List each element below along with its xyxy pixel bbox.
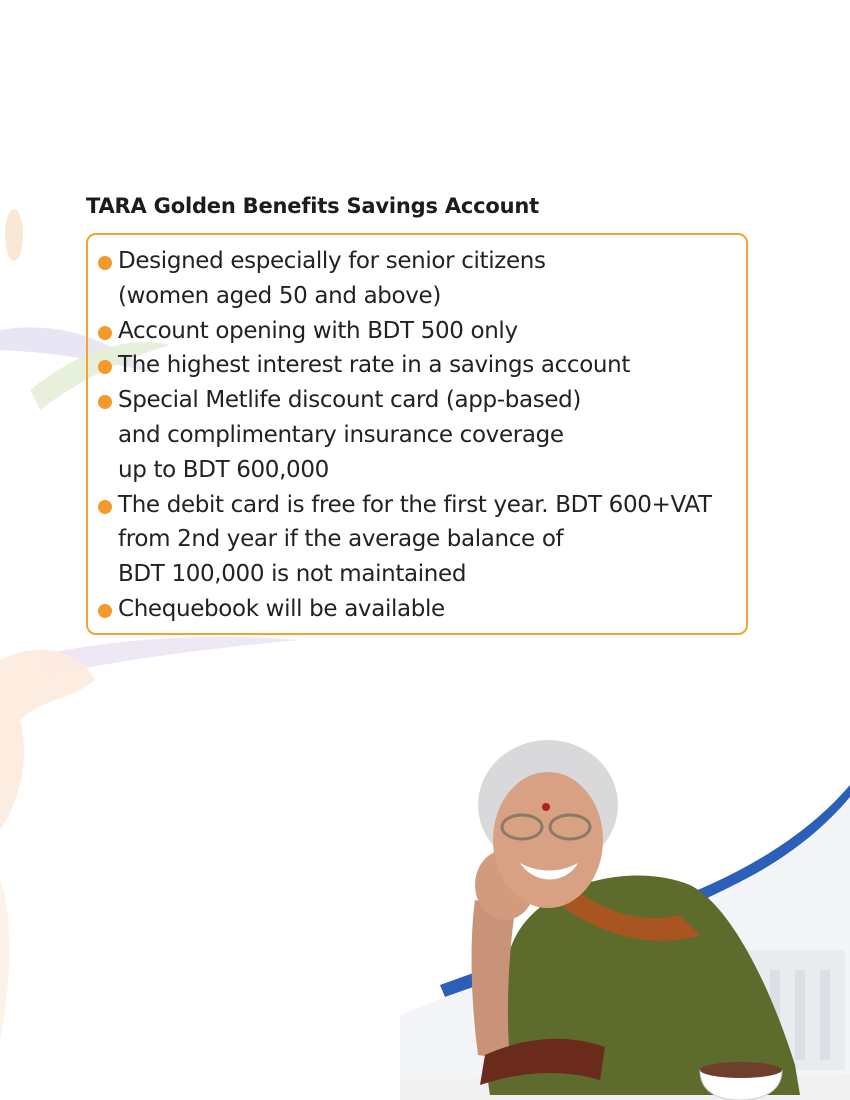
- benefit-item: [88, 244, 746, 314]
- benefits-list: [88, 244, 746, 627]
- benefit-item: [88, 488, 746, 592]
- bullet-dot-icon: [98, 604, 112, 618]
- benefit-item: [88, 383, 746, 487]
- senior-woman-photo: [400, 735, 850, 1100]
- benefit-item: [88, 348, 746, 383]
- bullet-dot-icon: [98, 326, 112, 340]
- benefit-text: Account opening with BDT 500 only: [118, 317, 518, 344]
- benefit-text: up to BDT 600,000: [118, 456, 329, 483]
- benefit-text: (women aged 50 and above): [118, 282, 441, 309]
- benefit-text: The highest interest rate in a savings account: [118, 352, 631, 379]
- benefit-text: from 2nd year if the average balance of: [118, 526, 564, 553]
- benefit-item: [88, 592, 746, 627]
- bullet-dot-icon: [98, 256, 112, 270]
- benefit-text: BDT 100,000 is not maintained: [118, 561, 467, 588]
- benefit-text: Designed especially for senior citizens: [118, 248, 546, 274]
- benefit-text: The debit card is free for the first year. BDT 600+VAT: [118, 491, 712, 518]
- benefit-text: and complimentary insurance coverage: [118, 421, 564, 448]
- page-title: TARA Golden Benefits Savings Account: [86, 194, 539, 218]
- bullet-dot-icon: [98, 395, 112, 409]
- benefit-text: Chequebook will be available: [118, 595, 445, 622]
- benefit-item: [88, 314, 746, 349]
- benefits-box: [86, 233, 748, 635]
- bullet-dot-icon: [98, 360, 112, 374]
- bullet-dot-icon: [98, 500, 112, 514]
- benefit-text: Special Metlife discount card (app-based): [118, 387, 582, 414]
